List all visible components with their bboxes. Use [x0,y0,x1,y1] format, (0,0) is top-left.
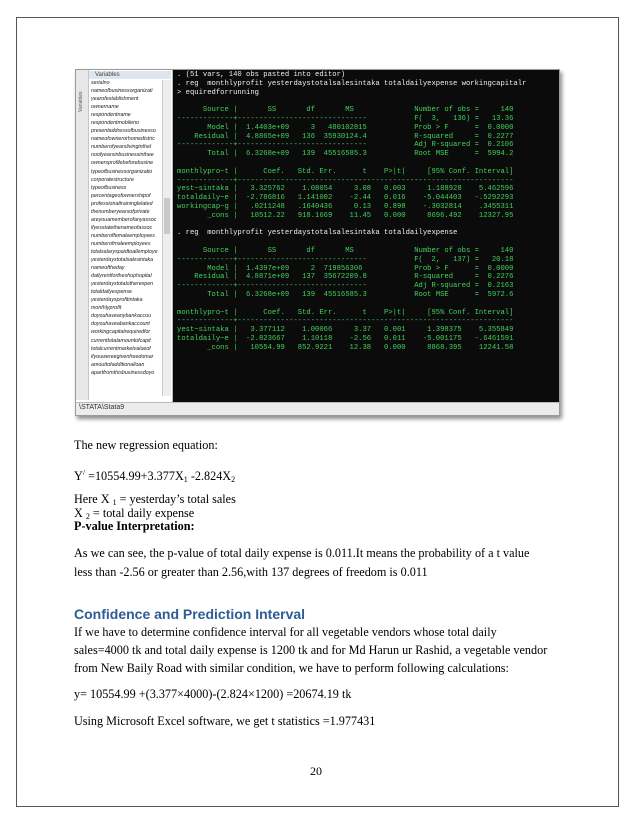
variables-pane [76,70,173,415]
variable-item[interactable]: monthlyprofit [91,305,122,312]
excel-tstat: Using Microsoft Excel software, we get t statistics =1.977431 [74,714,376,728]
x1-sub: 1 [112,498,117,507]
console-line: . reg monthlyprofit yesterdaystotalsalesintaka totaldailyexpense workingcapitalr [177,79,527,88]
eq-sub1: 1 [183,475,188,484]
variable-item[interactable]: respondentname [91,112,131,119]
console-output [177,71,526,353]
eq-sub2: 2 [231,475,236,484]
x2-sub: 2 [85,512,90,521]
variable-item[interactable]: numberofyearslivinginthel [91,144,152,151]
variable-item[interactable]: doyouhaveabankaccount [91,321,150,328]
variables-header: Variables [89,71,171,79]
variable-item[interactable]: yesterdaysprofitintaka [91,297,143,304]
eq-part-a: =10554.99+3.377X [85,469,184,483]
x1-def-b: = yesterday’s total sales [116,492,236,506]
variable-item[interactable]: nameofownerorhomedistric [91,136,155,143]
equation-intro: The new regression equation: [74,438,218,452]
variable-item[interactable]: professionaltraininglelated [91,200,153,207]
variable-item[interactable]: dailyrentfortheshophopital [91,273,152,280]
variable-item[interactable]: nameoftheday [91,265,125,272]
console-line: . reg monthlyprofit yesterdaystotalsalesintaka totaldailyexpense [177,229,458,238]
variable-item[interactable]: corporatestructure [91,176,134,183]
x2-def-b: = total daily expense [89,506,195,520]
variable-item[interactable]: totalcurrentmarketvalueof [91,345,151,352]
pvalue-line-1: As we can see, the p-value of total daily expense is 0.011.It means the probability of a t value [74,546,530,560]
variable-item[interactable]: presentaddressofbusinesso [91,128,156,135]
console-line: Total | 6.3268e+09 139 45516585.3 Root MSE = 5994.2 [207,150,514,159]
variable-item[interactable]: doyouhaveanybankaccou [91,313,152,320]
console-line: -------------+------------------------------ Adj R-squared = 0.2106 [177,141,514,150]
x2-def-a: X [74,506,86,520]
variable-item[interactable]: yesterdaystotalsalesintaka [91,257,154,264]
console-line: -------------+---------------------------------------------------------------- [177,317,514,326]
variable-item[interactable]: respondentmobileno [91,120,140,127]
variable-item[interactable]: totaldailyexpense [91,289,132,296]
console-line: Source | SS df MS Number of obs = 140 [202,106,514,115]
variable-item[interactable]: areyouamemberofanyassoc [91,216,157,223]
pvalue-line-2: less than -2.56 or greater than 2.56,with 137 degrees of freedom is 0.011 [74,565,428,579]
variable-item[interactable]: totalsalaryspaidtoallemploye [91,248,158,255]
ci-line-1: If we have to determine confidence interval for all vegetable vendors whose total daily [74,625,497,639]
variable-item[interactable]: yearofestablishment [91,96,139,103]
console-line: . (51 vars, 140 obs pasted into editor) [177,71,346,79]
variable-item[interactable]: ownersprofilebefore​busine [91,160,154,167]
variables-side-tab[interactable]: Variables [76,70,89,400]
console-line: Model | 1.4397e+09 2 719856306 Prob > F = 0.0000 [207,264,514,273]
regression-equation [74,465,235,487]
variables-scrollbar[interactable] [162,80,171,396]
console-line: workingcap~g | .0211248 .1640436 0.13 0.898 -.3032814 .3455311 [177,202,514,211]
console-line: -------------+------------------------------ F( 3, 136) = 13.36 [177,114,514,123]
console-line: -------------+------------------------------ Adj R-squared = 0.2163 [177,282,514,291]
ci-line-3: from New Baily Road with similar condition, we have to perform following calculations: [74,661,509,675]
console-line: yest~sintaka | 3.325762 1.08054 3.08 0.003 1.188928 5.462596 [177,185,514,194]
scrollbar-thumb[interactable] [164,198,170,234]
variable-item[interactable]: yesterdaystotalotherexpen [91,281,154,288]
console-line: Total | 6.3268e+09 139 45516585.3 Root MSE = 5972.6 [207,290,514,299]
console-line: monthlypro~t | Coef. Std. Err. t P>|t| [95% Conf. Interval] [177,308,514,317]
variable-item[interactable]: typeofbusinessorganizatio [91,168,153,175]
eq-part-b: -2.824X [187,469,232,483]
console-line: Model | 1.4403e+09 3 480102815 Prob > F = 0.0000 [207,123,514,132]
variable-item[interactable]: nameofbusinessorganizati [91,88,153,95]
console-line: totaldaily~e | -2.786816 1.141002 -2.44 0.016 -5.044403 -.5292293 [177,194,514,203]
variable-item[interactable]: workingcapitalrequiredfor [91,329,151,336]
variable-item[interactable]: percentageofownershipof [91,192,151,199]
console-line: -------------+------------------------------ F( 2, 137) = 20.18 [177,255,514,264]
console-line: Source | SS df MS Number of obs = 140 [202,246,514,255]
section-heading: Confidence and Prediction Interval [74,606,306,622]
variable-item[interactable]: typeofbusiness [91,184,127,191]
page-number: 20 [310,764,322,778]
variable-item[interactable]: amouttofadditionalloan [91,361,145,368]
variable-item[interactable]: ownername [91,104,119,111]
status-path: \STATA\Stata9 [79,404,125,411]
console-line: totaldaily~e | -2.823667 1.10118 -2.56 0.011 -5.001175 -.6461591 [177,334,514,343]
variable-item[interactable]: apartfromthisbusinessdoyo [91,369,155,376]
eq-y: Y [74,469,83,483]
pvalue-heading: P-value Interpretation: [74,519,195,533]
variable-item[interactable]: ifyouwereegivenfreedomar [91,353,154,360]
variable-item[interactable]: thenumberyearsofprivate [91,208,150,215]
variable-item[interactable]: numberoffemaleemployees [91,232,155,239]
calculation: y= 10554.99 +(3.377×4000)-(2.824×1200) =20674.19 tk [74,687,352,701]
console-line: yest~sintaka | 3.377112 1.00066 3.37 0.001 1.398375 5.355849 [177,326,514,335]
console-line: Residual | 4.8865e+09 136 35930124.4 R-squared = 0.2277 [194,132,514,141]
ci-line-2: sales=4000 tk and total daily expense is 1200 tk and for Md Harun ur Rashid, a vegetable vendor [74,643,548,657]
console-line: monthlypro~t | Coef. Std. Err. t P>|t| [95% Conf. Interval] [177,167,514,176]
console-line: _cons | 10512.22 918.1669 11.45 0.000 8696.492 12327.95 [207,211,514,220]
x1-def-a: Here X [74,492,113,506]
variable-item[interactable]: numberofmaleemployees [91,240,151,247]
variables-list [91,79,169,377]
console-line: Residual | 4.8871e+09 137 35672209.8 R-squared = 0.2276 [194,273,514,282]
console-line: _cons | 10554.99 852.9221 12.38 0.000 8868.395 12241.58 [207,343,514,352]
variable-item[interactable]: currenttotalamountofcapit [91,337,151,344]
variable-item[interactable]: noofyearsinbusinessinthee [91,152,154,159]
variable-item[interactable]: ifyesstatethenameofassoc [91,224,153,231]
console-line: > equiredforrunning [177,88,259,97]
status-bar [76,402,559,416]
variable-item[interactable]: serialno [91,80,110,86]
console-line: -------------+---------------------------------------------------------------- [177,176,514,185]
stata-screenshot [75,69,560,416]
eq-prime: / [82,468,86,477]
results-console [173,70,559,402]
